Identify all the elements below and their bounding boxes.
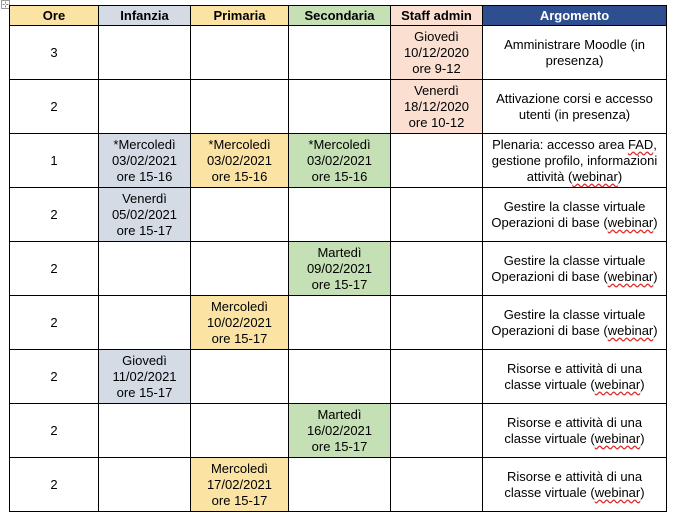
table-row — [10, 296, 667, 350]
table-row — [10, 242, 667, 296]
header-primaria: Primaria — [191, 6, 289, 26]
cell-line: 16/02/2021 — [306, 422, 373, 438]
cell-line: Gestire la classe virtuale — [503, 198, 646, 214]
cell-staff-admin — [391, 242, 483, 296]
header-infanzia: Infanzia — [99, 6, 191, 26]
cell-ore: 2 — [10, 404, 99, 458]
cell-ore: 1 — [10, 134, 99, 188]
cell-infanzia — [99, 188, 191, 242]
header-staff-admin: Staff admin — [391, 6, 483, 26]
cell-primaria — [191, 188, 289, 242]
cell-line: Martedì — [317, 244, 362, 260]
cell-line: utenti (in presenza) — [518, 106, 631, 122]
cell-line: classe virtuale (webinar) — [504, 484, 645, 500]
cell-line: 18/12/2020 — [403, 98, 470, 114]
spellcheck-word: webinar — [607, 268, 654, 284]
cell-secondaria — [289, 350, 391, 404]
cell-ore: 2 — [10, 350, 99, 404]
cell-argomento — [483, 188, 667, 242]
cell-line: ore 15-17 — [311, 276, 368, 292]
header-row — [10, 6, 667, 26]
cell-staff-admin — [391, 404, 483, 458]
header-ore: Ore — [10, 6, 99, 26]
spellcheck-word: webinar — [594, 484, 641, 500]
cell-line: classe virtuale (webinar) — [504, 376, 645, 392]
cell-line: *Mercoledì — [113, 136, 176, 152]
cell-line: Operazioni di base (webinar) — [491, 268, 658, 284]
cell-argomento — [483, 350, 667, 404]
cell-line: ore 15-17 — [211, 492, 268, 508]
cell-line: Risorse e attività di una — [506, 360, 643, 376]
cell-line: 17/02/2021 — [206, 476, 273, 492]
cell-line: ore 15-17 — [211, 330, 268, 346]
cell-infanzia — [99, 350, 191, 404]
table-row — [10, 134, 667, 188]
cell-line: attività (webinar) — [526, 168, 623, 184]
cell-primaria — [191, 350, 289, 404]
cell-line: ore 15-16 — [116, 168, 173, 184]
cell-line: *Mercoledì — [308, 136, 371, 152]
cell-argomento — [483, 80, 667, 134]
cell-line: Mercoledì — [210, 460, 269, 476]
cell-primaria — [191, 296, 289, 350]
cell-line: Giovedì — [122, 352, 167, 368]
cell-line: ore 15-17 — [116, 384, 173, 400]
table-row — [10, 404, 667, 458]
cell-secondaria — [289, 26, 391, 80]
cell-infanzia — [99, 80, 191, 134]
cell-line: Gestire la classe virtuale — [503, 306, 646, 322]
table-row — [10, 26, 667, 80]
cell-ore: 3 — [10, 26, 99, 80]
cell-argomento — [483, 458, 667, 512]
table-row — [10, 458, 667, 512]
cell-staff-admin — [391, 134, 483, 188]
table-row — [10, 188, 667, 242]
cell-line: 03/02/2021 — [111, 152, 178, 168]
cell-line: ore 15-17 — [311, 438, 368, 454]
cell-line: ore 9-12 — [412, 60, 461, 76]
cell-secondaria — [289, 80, 391, 134]
cell-ore: 2 — [10, 458, 99, 512]
cell-line: Attivazione corsi e accesso — [496, 90, 653, 106]
schedule-table — [9, 5, 667, 512]
cell-line: ore 15-17 — [116, 222, 173, 238]
cell-ore: 2 — [10, 242, 99, 296]
cell-staff-admin — [391, 26, 483, 80]
spellcheck-word: FAD — [627, 136, 654, 152]
cell-primaria — [191, 80, 289, 134]
cell-line: Venerdì — [122, 190, 167, 206]
cell-secondaria — [289, 404, 391, 458]
cell-line: Martedì — [317, 406, 362, 422]
cell-ore: 2 — [10, 188, 99, 242]
cell-line: classe virtuale (webinar) — [504, 430, 645, 446]
header-secondaria: Secondaria — [289, 6, 391, 26]
cell-ore: 2 — [10, 296, 99, 350]
cell-line: 09/02/2021 — [306, 260, 373, 276]
spellcheck-word: webinar — [607, 214, 654, 230]
cell-primaria — [191, 458, 289, 512]
cell-staff-admin — [391, 80, 483, 134]
cell-infanzia — [99, 26, 191, 80]
cell-infanzia — [99, 404, 191, 458]
table-row — [10, 350, 667, 404]
cell-argomento — [483, 242, 667, 296]
cell-secondaria — [289, 458, 391, 512]
cell-line: 10/12/2020 — [403, 44, 470, 60]
spellcheck-word: webinar — [594, 430, 641, 446]
cell-line: ore 15-16 — [211, 168, 268, 184]
cell-line: Giovedì — [414, 28, 459, 44]
cell-staff-admin — [391, 188, 483, 242]
cell-primaria — [191, 26, 289, 80]
cell-staff-admin — [391, 350, 483, 404]
cell-line: ore 10-12 — [408, 114, 465, 130]
cell-argomento — [483, 404, 667, 458]
cell-line: Operazioni di base (webinar) — [491, 214, 658, 230]
cell-secondaria — [289, 296, 391, 350]
cell-secondaria — [289, 188, 391, 242]
cell-line: 03/02/2021 — [206, 152, 273, 168]
cell-line: Plenaria: accesso area FAD, — [492, 136, 657, 152]
cell-staff-admin — [391, 458, 483, 512]
cell-ore: 2 — [10, 80, 99, 134]
cell-line: 10/02/2021 — [206, 314, 273, 330]
cell-primaria — [191, 242, 289, 296]
cell-infanzia — [99, 458, 191, 512]
table-move-handle-icon[interactable]: ⊹ — [2, 0, 9, 9]
cell-argomento — [483, 26, 667, 80]
cell-line: gestione profilo, informazioni — [491, 152, 658, 168]
cell-infanzia — [99, 242, 191, 296]
cell-line: 05/02/2021 — [111, 206, 178, 222]
spellcheck-word: webinar — [572, 168, 618, 184]
cell-infanzia — [99, 296, 191, 350]
cell-argomento — [483, 296, 667, 350]
cell-line: ore 15-16 — [311, 168, 368, 184]
cell-line: Risorse e attività di una — [506, 414, 643, 430]
cell-line: Mercoledì — [210, 298, 269, 314]
cell-argomento — [483, 134, 667, 188]
cell-primaria — [191, 404, 289, 458]
cell-line: Gestire la classe virtuale — [503, 252, 646, 268]
spellcheck-word: webinar — [594, 376, 641, 392]
cell-line: presenza) — [545, 52, 604, 68]
table-row — [10, 80, 667, 134]
cell-line: 11/02/2021 — [112, 368, 177, 384]
cell-infanzia — [99, 134, 191, 188]
cell-line: Risorse e attività di una — [506, 468, 643, 484]
cell-staff-admin — [391, 296, 483, 350]
spellcheck-word: webinar — [607, 322, 654, 338]
cell-line: Operazioni di base (webinar) — [491, 322, 658, 338]
cell-line: *Mercoledì — [208, 136, 271, 152]
cell-secondaria — [289, 134, 391, 188]
cell-secondaria — [289, 242, 391, 296]
cell-line: Venerdì — [414, 82, 459, 98]
cell-line: Amministrare Moodle (in — [504, 36, 645, 52]
cell-line: 03/02/2021 — [306, 152, 373, 168]
cell-primaria — [191, 134, 289, 188]
header-argomento: Argomento — [483, 6, 667, 26]
